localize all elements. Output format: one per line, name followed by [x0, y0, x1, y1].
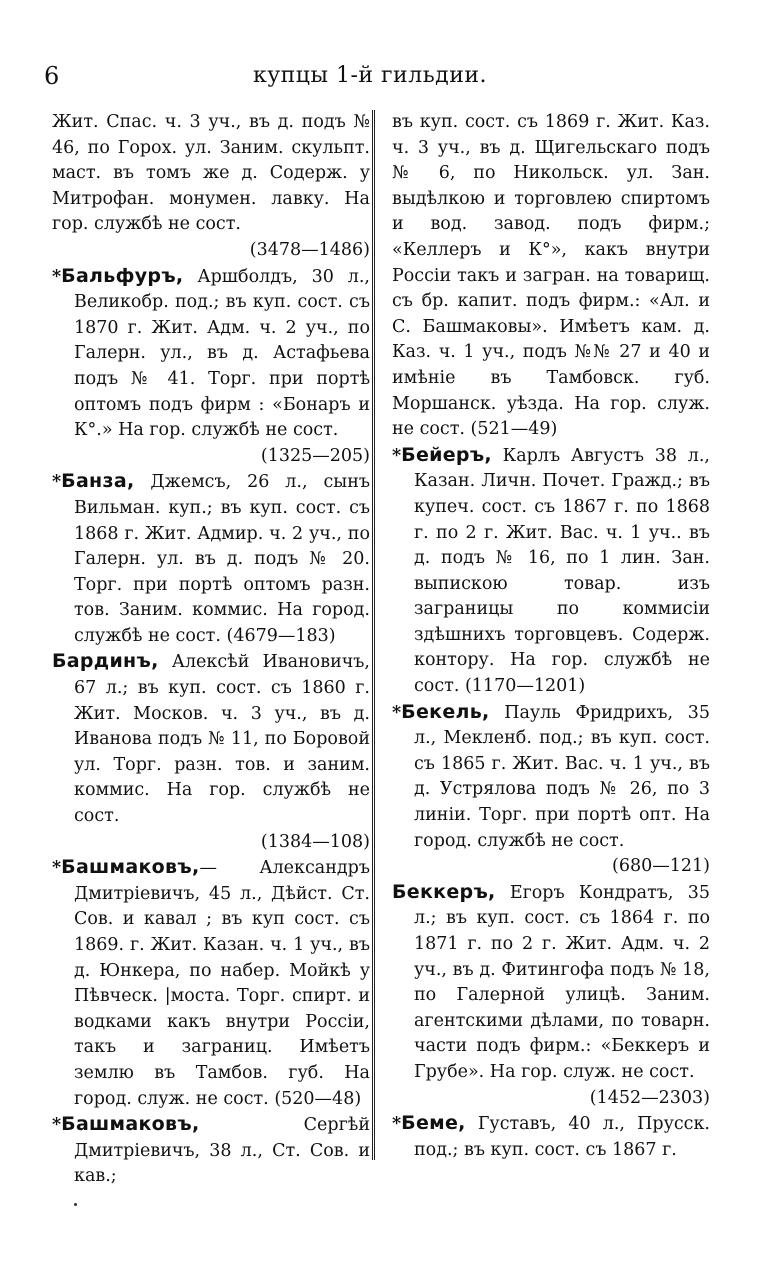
- entry-reference: (1452—2303): [589, 1087, 710, 1108]
- entry-bekel: [392, 700, 710, 880]
- asterisk-mark: *: [52, 858, 62, 879]
- page-number: 6: [44, 62, 60, 90]
- printing-speck: [74, 1203, 77, 1206]
- entry-bashmakov-alexandr: [52, 855, 370, 1112]
- entry-bekker: [392, 880, 710, 1111]
- entry-reference: (520—48): [274, 1088, 362, 1109]
- entry-reference: (1384—108): [260, 831, 370, 852]
- entry-surname: Бальфуръ,: [61, 264, 184, 287]
- entry-reference: (3478—1486): [249, 239, 370, 260]
- right-column: [392, 110, 710, 1163]
- entry-text: Сергѣй Дмитріевичъ, 38 л., Ст. Сов. и кав.;: [74, 1115, 370, 1187]
- entry-bashmakov-sergei: [52, 1112, 370, 1190]
- entry-surname: Бекель,: [401, 700, 490, 723]
- entry-surname: Банза,: [61, 470, 135, 493]
- entry-text: Аршболдъ, 30 л., Великобр. под.; въ куп. сост. съ 1870 г. Жит. Адм. ч. 2 уч., по Галерн. ул., въ д. Астафьева подъ № 41. Торг. при портѣ оптомъ подъ фирм : «Бонаръ и К°.» На гор. службѣ не сост.: [74, 266, 370, 441]
- entry-banza: [52, 469, 370, 649]
- entry-reference: (680—121): [612, 856, 710, 877]
- entry-reference: (4679—183): [226, 625, 336, 646]
- entry-reference: (1170—1201): [464, 676, 586, 697]
- entry-text: Джемсъ, 26 л., сынъ Вильман. куп.; въ куп. сост. съ 1868 г. Жит. Адмир. ч. 2 уч., по Галерн. ул. въ д. подъ № 20. Торг. при портѣ оптомъ разн. тов. Заним. коммис. На город. службѣ не сост.: [74, 472, 370, 646]
- entry-continuation: [52, 110, 370, 264]
- entry-text: Карлъ Августъ 38 л., Казан. Личн. Почет. Гражд.; въ купеч. сост. съ 1867 г. по 1868 г. по 2 г. Жит. Вас. ч. 1 уч.. въ д. подъ № 16, по 1 лин. Зан. выпискою товар. изъ заграницы по коммисіи здѣшнихъ торговцевъ. Содерж. контору. На гор. службѣ не сост.: [414, 445, 710, 697]
- asterisk-mark: *: [52, 266, 62, 287]
- entry-beme: [392, 1111, 710, 1163]
- entry-surname: Бардинъ,: [52, 650, 159, 673]
- entry-surname: Беккеръ,: [392, 880, 496, 903]
- left-column: [52, 110, 370, 1190]
- entry-continuation: [392, 110, 710, 443]
- entry-surname: Бейеръ,: [401, 443, 492, 466]
- asterisk-mark: *: [392, 445, 402, 466]
- entry-text: Пауль Фридрихъ, 35 л., Мекленб. под.; въ куп. сост. съ 1865 г. Жит. Вас. ч. 1 уч., въ д. Устрялова подъ № 26, по 3 линіи. Торг. при портѣ опт. На город. службѣ не сост.: [414, 702, 710, 851]
- entry-text: Егоръ Кондратъ, 35 л.; въ куп. сост. съ 1864 г. по 1871 г. по 2 г. Жит. Адм. ч. 2 уч., въ д. Фитингофа подъ № 18, по Галерной улицѣ. Заним. агентскими дѣлами, по товарн. части подъ фирм.: «Беккеръ и Грубе». На гор. служ. не сост.: [414, 882, 710, 1082]
- running-head: купцы 1-й гильдии.: [252, 63, 488, 88]
- entry-text: Жит. Спас. ч. 3 уч., въ д. подъ № 46, по Горох. ул. Заним. скульпт. маст. въ томъ же д. Содерж. у Митрофан. монумен. лавку. На гор. службѣ не сост.: [52, 112, 370, 235]
- entry-reference: (521—49): [470, 419, 558, 440]
- entry-balfour: [52, 264, 370, 470]
- entry-beyer: [392, 443, 710, 700]
- asterisk-mark: *: [52, 472, 62, 493]
- entry-surname: Башмаковъ,: [61, 856, 200, 879]
- entry-reference: (1325—205): [260, 445, 370, 466]
- asterisk-mark: *: [392, 702, 402, 723]
- column-divider: [372, 110, 375, 1160]
- entry-surname: Беме,: [401, 1112, 466, 1135]
- asterisk-mark: *: [392, 1114, 402, 1135]
- asterisk-mark: *: [52, 1115, 62, 1136]
- entry-surname: Башмаковъ,: [61, 1113, 200, 1136]
- entry-bardin: [52, 649, 370, 855]
- entry-text: въ куп. сост. съ 1869 г. Жит. Каз. ч. 3 уч., въ д. Щигельскаго подъ № 6, по Никольск. ул. Зан. выдѣлкою и торговлею спиртомъ и вод. завод. подъ фирм.; «Келлеръ и К°», какъ внутри Россіи такъ и загран. на товарищ. съ бр. капит. подъ фирм.: «Ал. и С. Башмаковы». Имѣетъ кам. д. Каз. ч. 1 уч., подъ №№ 27 и 40 и имѣніе въ Тамбовск. губ. Моршанск. уѣзда. На гор. служ. не сост.: [392, 112, 710, 440]
- entry-text: Алексѣй Ивановичъ, 67 л.; въ куп. сост. съ 1860 г. Жит. Москов. ч. 3 уч., въ д. Иванова подъ № 11, по Боровой ул. Торг. разн. тов. и заним. коммис. На гор. службѣ не сост.: [74, 652, 370, 827]
- entry-text: — Александръ Дмитріевичъ, 45 л., Дѣйст. Ст. Сов. и кавал ; въ куп сост. съ 1869. г. Жит. Казан. ч. 1 уч., въ д. Юнкера, по набер. Мойкѣ у Пѣвческ. |моста. Торг. спирт. и водками какъ внутри Россіи, такъ и заграниц. Имѣетъ землю въ Тамбов. губ. На город. служ. не сост.: [74, 858, 370, 1109]
- entry-text: Густавъ, 40 л., Прусск. под.; въ куп. сост. съ 1867 г.: [414, 1114, 710, 1160]
